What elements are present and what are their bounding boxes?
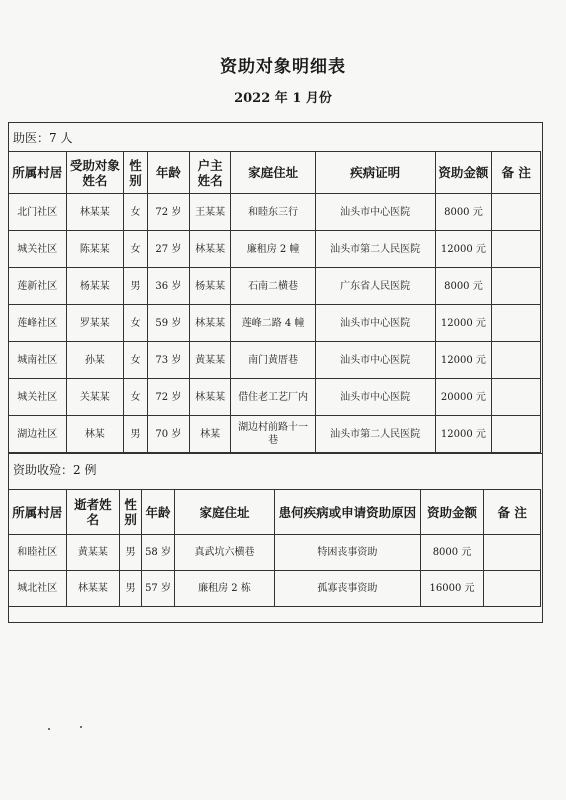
table-cell: 20000 元: [435, 379, 492, 416]
table-cell: 12000 元: [435, 416, 492, 453]
table-cell: 真武坑六横巷: [174, 535, 274, 571]
table-cell: 70 岁: [148, 416, 190, 453]
table-cell: 59 岁: [148, 305, 190, 342]
table-cell: 林某某: [66, 571, 120, 607]
column-header: 备 注: [484, 490, 541, 535]
scan-speck: [80, 726, 82, 728]
document-title: 资助对象明细表: [220, 57, 346, 77]
table-cell: 女: [124, 305, 148, 342]
column-header: 资助金额: [435, 152, 492, 194]
table-cell: 汕头市中心医院: [315, 379, 435, 416]
table-cell: 女: [124, 342, 148, 379]
table-row: [9, 194, 541, 231]
column-header: 年龄: [142, 490, 175, 535]
table-frame: [8, 122, 543, 623]
table-cell: 女: [124, 194, 148, 231]
table-cell: 关某某: [66, 379, 124, 416]
table-cell: 男: [124, 416, 148, 453]
column-header: 性别: [120, 490, 142, 535]
table-cell: 广东省人民医院: [315, 268, 435, 305]
section-divider: [8, 453, 543, 454]
table-cell: 汕头市第二人民医院: [315, 231, 435, 268]
table-cell: 石南二横巷: [231, 268, 315, 305]
table-cell: 孙某: [66, 342, 124, 379]
table-cell: 林某: [189, 416, 231, 453]
table-cell: 12000 元: [435, 305, 492, 342]
table-cell: 莲峰二路 4 幢: [231, 305, 315, 342]
table-cell: 黄某某: [189, 342, 231, 379]
table-cell: 城北社区: [9, 571, 67, 607]
table-cell: [492, 268, 541, 305]
column-header: 备 注: [492, 152, 541, 194]
table-cell: 城关社区: [9, 379, 67, 416]
column-header: 逝者姓名: [66, 490, 120, 535]
table-header-row: [9, 152, 541, 194]
table-cell: [492, 231, 541, 268]
table-cell: 杨某某: [66, 268, 124, 305]
table-cell: 27 岁: [148, 231, 190, 268]
table-cell: 湖边社区: [9, 416, 67, 453]
column-header: 年龄: [148, 152, 190, 194]
table-header-row: [9, 490, 541, 535]
table-cell: 林某某: [189, 231, 231, 268]
table-cell: 男: [120, 535, 142, 571]
table-cell: 林某: [66, 416, 124, 453]
table-cell: 城关社区: [9, 231, 67, 268]
table-cell: 和睦东三行: [231, 194, 315, 231]
table-cell: [492, 379, 541, 416]
funeral-aid-table: [8, 489, 541, 607]
table-row: [9, 535, 541, 571]
table-cell: 73 岁: [148, 342, 190, 379]
table-cell: 8000 元: [435, 194, 492, 231]
table-cell: 36 岁: [148, 268, 190, 305]
table-cell: 男: [124, 268, 148, 305]
column-header: 资助金额: [420, 490, 484, 535]
table-cell: 12000 元: [435, 231, 492, 268]
medical-aid-table: [8, 151, 541, 453]
column-header: 所属村居: [9, 152, 67, 194]
section-label-funeral-aid: 资助收殓：2 例: [13, 463, 97, 477]
table-row: [9, 231, 541, 268]
table-cell: 城南社区: [9, 342, 67, 379]
column-header: 家庭住址: [174, 490, 274, 535]
table-cell: 罗某某: [66, 305, 124, 342]
table-cell: [492, 194, 541, 231]
table-cell: 杨某某: [189, 268, 231, 305]
document-subtitle: 2022 年 1 月份: [234, 91, 332, 106]
table-cell: 莲新社区: [9, 268, 67, 305]
table-cell: 孤寡丧事资助: [275, 571, 421, 607]
column-header: 受助对象姓名: [66, 152, 124, 194]
scan-speck: [48, 728, 50, 730]
table-row: [9, 416, 541, 453]
table-cell: 8000 元: [420, 535, 484, 571]
table-cell: 57 岁: [142, 571, 175, 607]
table-cell: 72 岁: [148, 379, 190, 416]
column-header: 户主姓名: [189, 152, 231, 194]
table-cell: [492, 416, 541, 453]
table-cell: 8000 元: [435, 268, 492, 305]
table-cell: 湖边村前路十一巷: [231, 416, 315, 453]
table-cell: 莲峰社区: [9, 305, 67, 342]
column-header: 所属村居: [9, 490, 67, 535]
table-cell: [492, 342, 541, 379]
table-row: [9, 342, 541, 379]
table-cell: 林某某: [189, 379, 231, 416]
table-cell: 12000 元: [435, 342, 492, 379]
table-cell: 汕头市中心医院: [315, 305, 435, 342]
table-cell: 北门社区: [9, 194, 67, 231]
table-row: [9, 268, 541, 305]
table-cell: 南门黄厝巷: [231, 342, 315, 379]
table-cell: 黄某某: [66, 535, 120, 571]
table-cell: 借住老工艺厂内: [231, 379, 315, 416]
table-cell: [484, 535, 541, 571]
table-cell: 58 岁: [142, 535, 175, 571]
table-cell: 林某某: [66, 194, 124, 231]
table-cell: 女: [124, 231, 148, 268]
column-header: 疾病证明: [315, 152, 435, 194]
table-cell: 陈某某: [66, 231, 124, 268]
table-cell: 女: [124, 379, 148, 416]
table-cell: 72 岁: [148, 194, 190, 231]
table-cell: 汕头市第二人民医院: [315, 416, 435, 453]
column-header: 患何疾病或申请资助原因: [275, 490, 421, 535]
table-row: [9, 379, 541, 416]
section-label-medical-aid: 助医：7 人: [13, 131, 73, 145]
table-cell: 廉租房 2 栋: [174, 571, 274, 607]
table-cell: 特困丧事资助: [275, 535, 421, 571]
table-cell: 王某某: [189, 194, 231, 231]
table-cell: 和睦社区: [9, 535, 67, 571]
table-cell: 汕头市中心医院: [315, 342, 435, 379]
table-cell: [492, 305, 541, 342]
column-header: 性别: [124, 152, 148, 194]
table-row: [9, 571, 541, 607]
table-cell: [484, 571, 541, 607]
table-cell: 廉租房 2 幢: [231, 231, 315, 268]
table-row: [9, 305, 541, 342]
table-cell: 男: [120, 571, 142, 607]
table-cell: 汕头市中心医院: [315, 194, 435, 231]
column-header: 家庭住址: [231, 152, 315, 194]
table-cell: 林某某: [189, 305, 231, 342]
table-cell: 16000 元: [420, 571, 484, 607]
